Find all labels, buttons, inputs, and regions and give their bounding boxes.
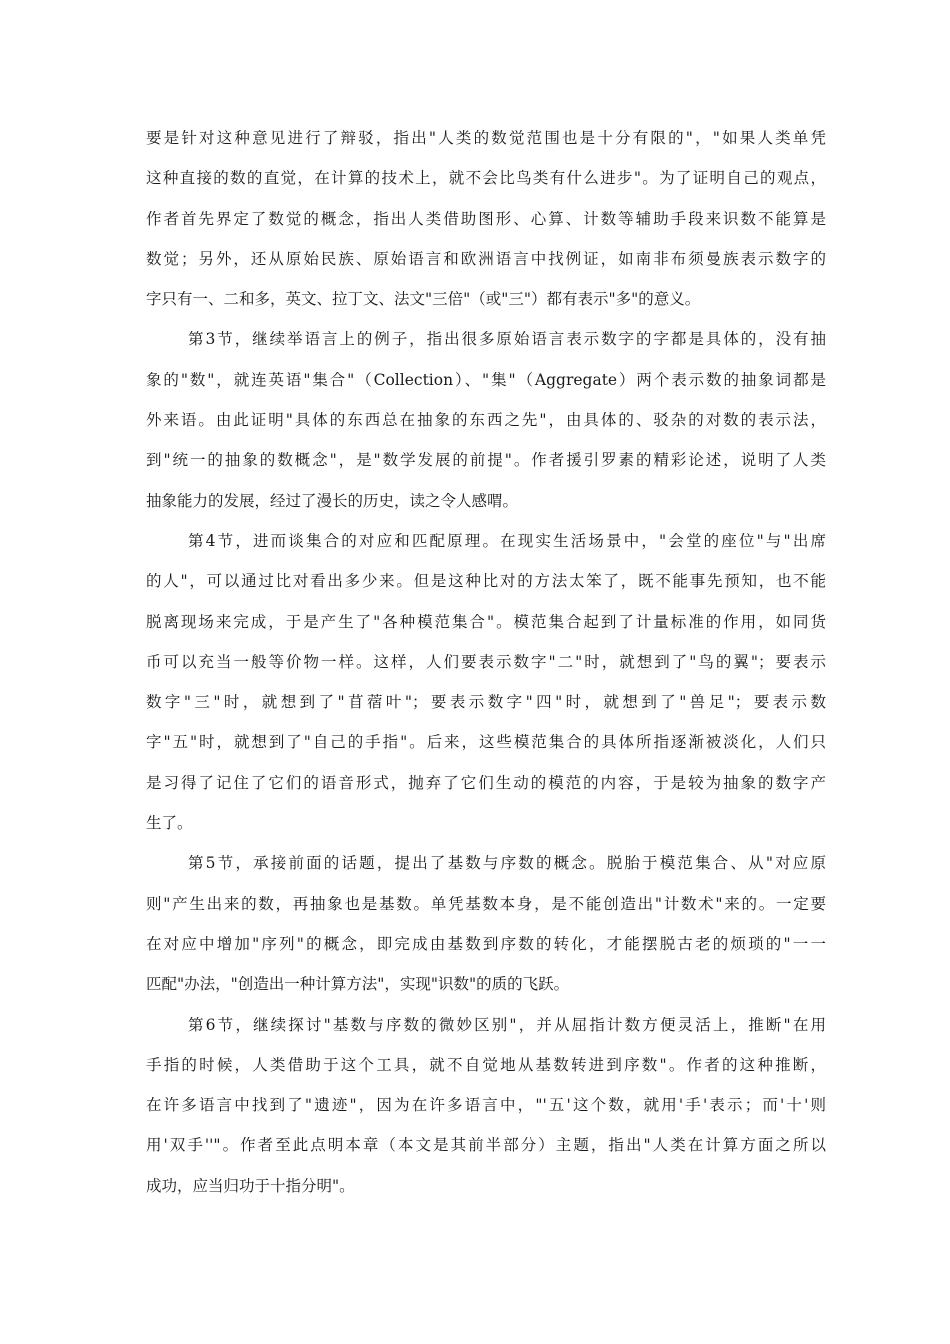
text-line: 手指的时候，人类借助于这个工具，就不自觉地从基数转进到序数"。作者的这种推断， xyxy=(146,1055,826,1074)
text-line: 第3节，继续举语言上的例子，指出很多原始语言表示数字的字都是具体的，没有抽 xyxy=(188,330,826,349)
text-line: 抽象能力的发展，经过了漫长的历史，读之令人感喟。 xyxy=(146,491,519,510)
text-line: 这种直接的数的直觉，在计算的技术上，就不会比鸟类有什么进步"。为了证明自己的观点， xyxy=(146,169,826,188)
text-line: 用'双手''"。作者至此点明本章（本文是其前半部分）主题，指出"人类在计算方面之所以 xyxy=(146,1136,826,1155)
text-line: 第4节，进而谈集合的对应和匹配原理。在现实生活场景中，"会堂的座位"与"出席 xyxy=(188,531,826,550)
text-line: 在许多语言中找到了"遗迹"，因为在许多语言中，"'五'这个数，就用'手'表示；而'十'则 xyxy=(146,1096,826,1115)
body-text xyxy=(146,118,826,1206)
text-line: 到"统一的抽象的数概念"，是"数学发展的前提"。作者援引罗素的精彩论述，说明了人类 xyxy=(146,451,826,470)
text-line: 匹配"办法，"创造出一种计算方法"，实现"识数"的质的飞跃。 xyxy=(146,975,570,994)
text-line: 的人"，可以通过比对看出多少来。但是这种比对的方法太笨了，既不能事先预知，也不能 xyxy=(146,572,826,591)
text-line: 外来语。由此证明"具体的东西总在抽象的东西之先"，由具体的、驳杂的对数的表示法， xyxy=(146,411,826,430)
text-line: 在对应中增加"序列"的概念，即完成由基数到序数的转化，才能摆脱古老的烦琐的"一一 xyxy=(146,934,826,953)
text-line: 要是针对这种意见进行了辩驳，指出"人类的数觉范围也是十分有限的"，"如果人类单凭 xyxy=(146,129,826,147)
text-line: 字只有一、二和多，英文、拉丁文、法文"三倍"（或"三"）都有表示"多"的意义。 xyxy=(146,290,701,309)
text-line: 字"五"时，就想到了"自己的手指"。后来，这些模范集合的具体所指逐渐被淡化，人们只 xyxy=(146,733,826,752)
text-line: 作者首先界定了数觉的概念，指出人类借助图形、心算、计数等辅助手段来识数不能算是 xyxy=(146,209,826,228)
text-line: 脱离现场来完成，于是产生了"各种模范集合"。模范集合起到了计量标准的作用，如同货 xyxy=(146,612,826,631)
text-line: 第6节，继续探讨"基数与序数的微妙区别"，并从屈指计数方便灵活上，推断"在用 xyxy=(188,1015,826,1034)
text-line: 数觉；另外，还从原始民族、原始语言和欧洲语言中找例证，如南非布须曼族表示数字的 xyxy=(146,249,826,268)
text-line: 是习得了记住了它们的语音形式，抛弃了它们生动的模范的内容，于是较为抽象的数字产 xyxy=(146,773,826,792)
text-line: 象的"数"，就连英语"集合"（Collection）、"集"（Aggregate）两个表示数的抽象词都是 xyxy=(146,370,826,389)
text-line: 第5节，承接前面的话题，提出了基数与序数的概念。脱胎于模范集合、从"对应原 xyxy=(188,854,826,873)
text-line: 币可以充当一般等价物一样。这样，人们要表示数字"二"时，就想到了"鸟的翼"；要表示 xyxy=(146,652,826,671)
text-line: 成功，应当归功于十指分明"。 xyxy=(146,1176,355,1195)
text-line: 生了。 xyxy=(146,814,193,833)
text-line: 数字"三"时，就想到了"苜蓿叶"；要表示数字"四"时，就想到了"兽足"；要表示数 xyxy=(146,693,826,712)
text-line: 则"产生出来的数，再抽象也是基数。单凭基数本身，是不能创造出"计数术"来的。一定要 xyxy=(146,894,826,913)
